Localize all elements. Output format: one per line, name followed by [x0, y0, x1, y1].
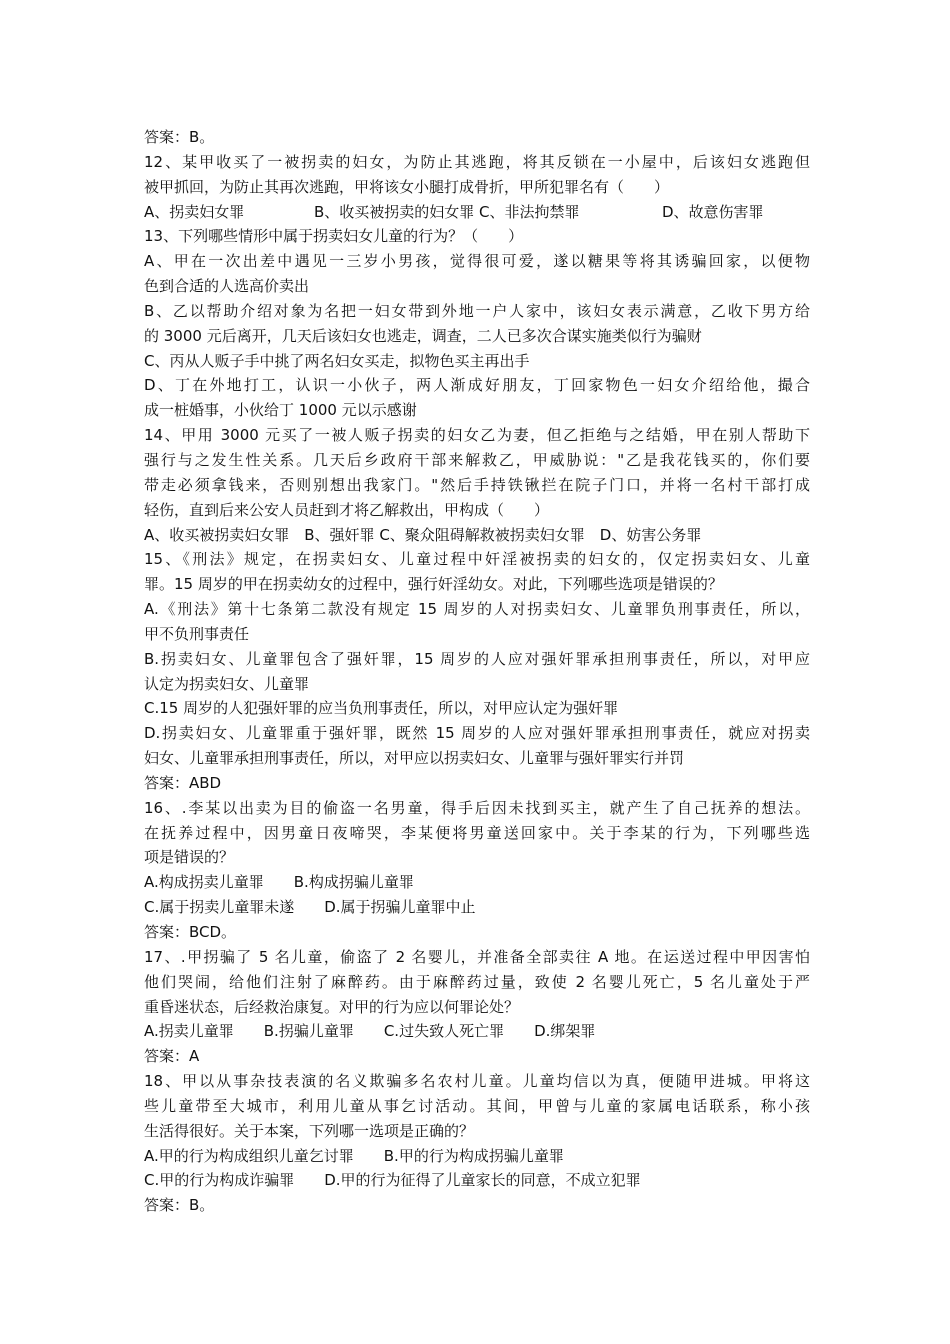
question-15-option-a: A.《刑法》第十七条第二款没有规定 15 周岁的人对拐卖妇女、儿童罪负刑事责任，所以， [144, 600, 810, 619]
question-17-cont-1: 他们哭闹，给他们注射了麻醉药。由于麻醉药过量，致使 2 名婴儿死亡，5 名儿童处于严 [144, 972, 810, 991]
question-13: 13、下列哪些情形中属于拐卖妇女儿童的行为？（ ） [144, 227, 524, 246]
question-15-option-d-cont: 妇女、儿童罪承担刑事责任，所以，对甲应以拐卖妇女、儿童罪与强奸罪实行并罚 [144, 749, 685, 768]
question-13-option-c: C、丙从人贩子手中挑了两名妇女买走，拟物色买主再出手 [144, 351, 530, 370]
question-13-option-b: B、乙以帮助介绍对象为名把一妇女带到外地一户人家中，该妇女表示满意，乙收下男方给 [144, 301, 810, 320]
question-14-options: A、收买被拐卖妇女罪 B、强奸罪 C、聚众阻碍解救被拐卖妇女罪 D、妨害公务罪 [144, 525, 702, 544]
answer-line: 答案：B。 [144, 128, 215, 146]
question-12-options [144, 200, 810, 225]
question-17: 17、.甲拐骗了 5 名儿童，偷盗了 2 名婴儿，并准备全部卖往 A 地。在运送过程中甲因害怕 [144, 947, 810, 966]
option-d: D、故意伤害罪 [662, 202, 764, 221]
option-a: A、拐卖妇女罪 [144, 202, 245, 221]
answer-line: 答案：ABD [144, 773, 222, 792]
question-13-option-d: D、丁在外地打工，认识一小伙子，两人渐成好朋友，丁回家物色一妇女介绍给他，撮合 [144, 376, 810, 395]
question-15-option-a-cont: 甲不负刑事责任 [144, 624, 250, 643]
question-14: 14、甲用 3000 元买了一被人贩子拐卖的妇女乙为妻，但乙拒绝与之结婚，甲在别人帮助下 [144, 426, 810, 445]
question-17-options: A.拐卖儿童罪 B.拐骗儿童罪 C.过失致人死亡罪 D.绑架罪 [144, 1022, 596, 1041]
question-12-cont: 被甲抓回，为防止其再次逃跑，甲将该女小腿打成骨折，甲所犯罪名有（ ） [144, 177, 670, 196]
document-body [144, 125, 810, 1218]
option-b-c: B、收买被拐卖的妇女罪 C、非法拘禁罪 [314, 202, 580, 221]
question-12: 12、某甲收买了一被拐卖的妇女，为防止其逃跑，将其反锁在一小屋中，后该妇女逃跑但 [144, 152, 810, 171]
question-14-cont-1: 强行与之发生性关系。几天后乡政府干部来解救乙，甲威胁说："乙是我花钱买的，你们要 [144, 450, 810, 469]
question-15-option-d: D.拐卖妇女、儿童罪重于强奸罪，既然 15 周岁的人应对强奸罪承担刑事责任，就应对拐卖 [144, 724, 810, 743]
question-17-cont-2: 重昏迷状态，后经救治康复。对甲的行为应以何罪论处？ [144, 997, 520, 1016]
question-15-option-b-cont: 认定为拐卖妇女、儿童罪 [144, 674, 310, 693]
question-15-cont: 罪。15 周岁的甲在拐卖幼女的过程中，强行奸淫幼女。对此，下列哪些选项是错误的？ [144, 575, 723, 594]
question-14-cont-2: 带走必须拿钱来，否则别想出我家门。"然后手持铁锹拦在院子门口，并将一名村干部打成 [144, 475, 810, 494]
answer-line: 答案：A [144, 1047, 200, 1066]
question-18-cont-2: 生活得很好。关于本案，下列哪一选项是正确的？ [144, 1121, 475, 1140]
question-16-cont-1: 在抚养过程中，因男童日夜啼哭，李某便将男童送回家中。关于李某的行为，下列哪些选 [144, 823, 810, 842]
answer-line: 答案：B。 [144, 1196, 215, 1215]
question-18-options-cd: C.甲的行为构成诈骗罪 D.甲的行为征得了儿童家长的同意，不成立犯罪 [144, 1171, 641, 1190]
question-18-options-ab: A.甲的行为构成组织儿童乞讨罪 B.甲的行为构成拐骗儿童罪 [144, 1146, 564, 1165]
question-15: 15、《刑法》规定，在拐卖妇女、儿童过程中奸淫被拐卖的妇女的，仅定拐卖妇女、儿童 [144, 550, 810, 569]
question-16: 16、.李某以出卖为目的偷盗一名男童，得手后因未找到买主，就产生了自己抚养的想法。 [144, 798, 810, 817]
question-18: 18、甲以从事杂技表演的名义欺骗多名农村儿童。儿童均信以为真，便随甲进城。甲将这 [144, 1072, 810, 1091]
question-18-cont-1: 些儿童带至大城市，利用儿童从事乞讨活动。其间，甲曾与儿童的家属电话联系，称小孩 [144, 1096, 810, 1115]
question-13-option-b-cont: 的 3000 元后离开，几天后该妇女也逃走，调查，二人已多次合谋实施类似行为骗财 [144, 326, 702, 345]
question-16-options-cd: C.属于拐卖儿童罪未遂 D.属于拐骗儿童罪中止 [144, 898, 476, 917]
question-13-option-a-cont: 色到合适的人选高价卖出 [144, 277, 310, 296]
question-14-cont-3: 轻伤，直到后来公安人员赶到才将乙解救出，甲构成（ ） [144, 500, 550, 519]
question-15-option-c: C.15 周岁的人犯强奸罪的应当负刑事责任，所以，对甲应认定为强奸罪 [144, 699, 619, 718]
question-15-option-b: B.拐卖妇女、儿童罪包含了强奸罪，15 周岁的人应对强奸罪承担刑事责任，所以，对甲应 [144, 649, 810, 668]
question-13-option-a: A、甲在一次出差中遇见一三岁小男孩，觉得很可爱，遂以糖果等将其诱骗回家，以便物 [144, 252, 810, 271]
answer-line: 答案：BCD。 [144, 923, 237, 941]
question-16-options-ab: A.构成拐卖儿童罪 B.构成拐骗儿童罪 [144, 873, 414, 892]
question-13-option-d-cont: 成一桩婚事，小伙给丁 1000 元以示感谢 [144, 401, 417, 420]
question-16-cont-2: 项是错误的？ [144, 848, 235, 867]
